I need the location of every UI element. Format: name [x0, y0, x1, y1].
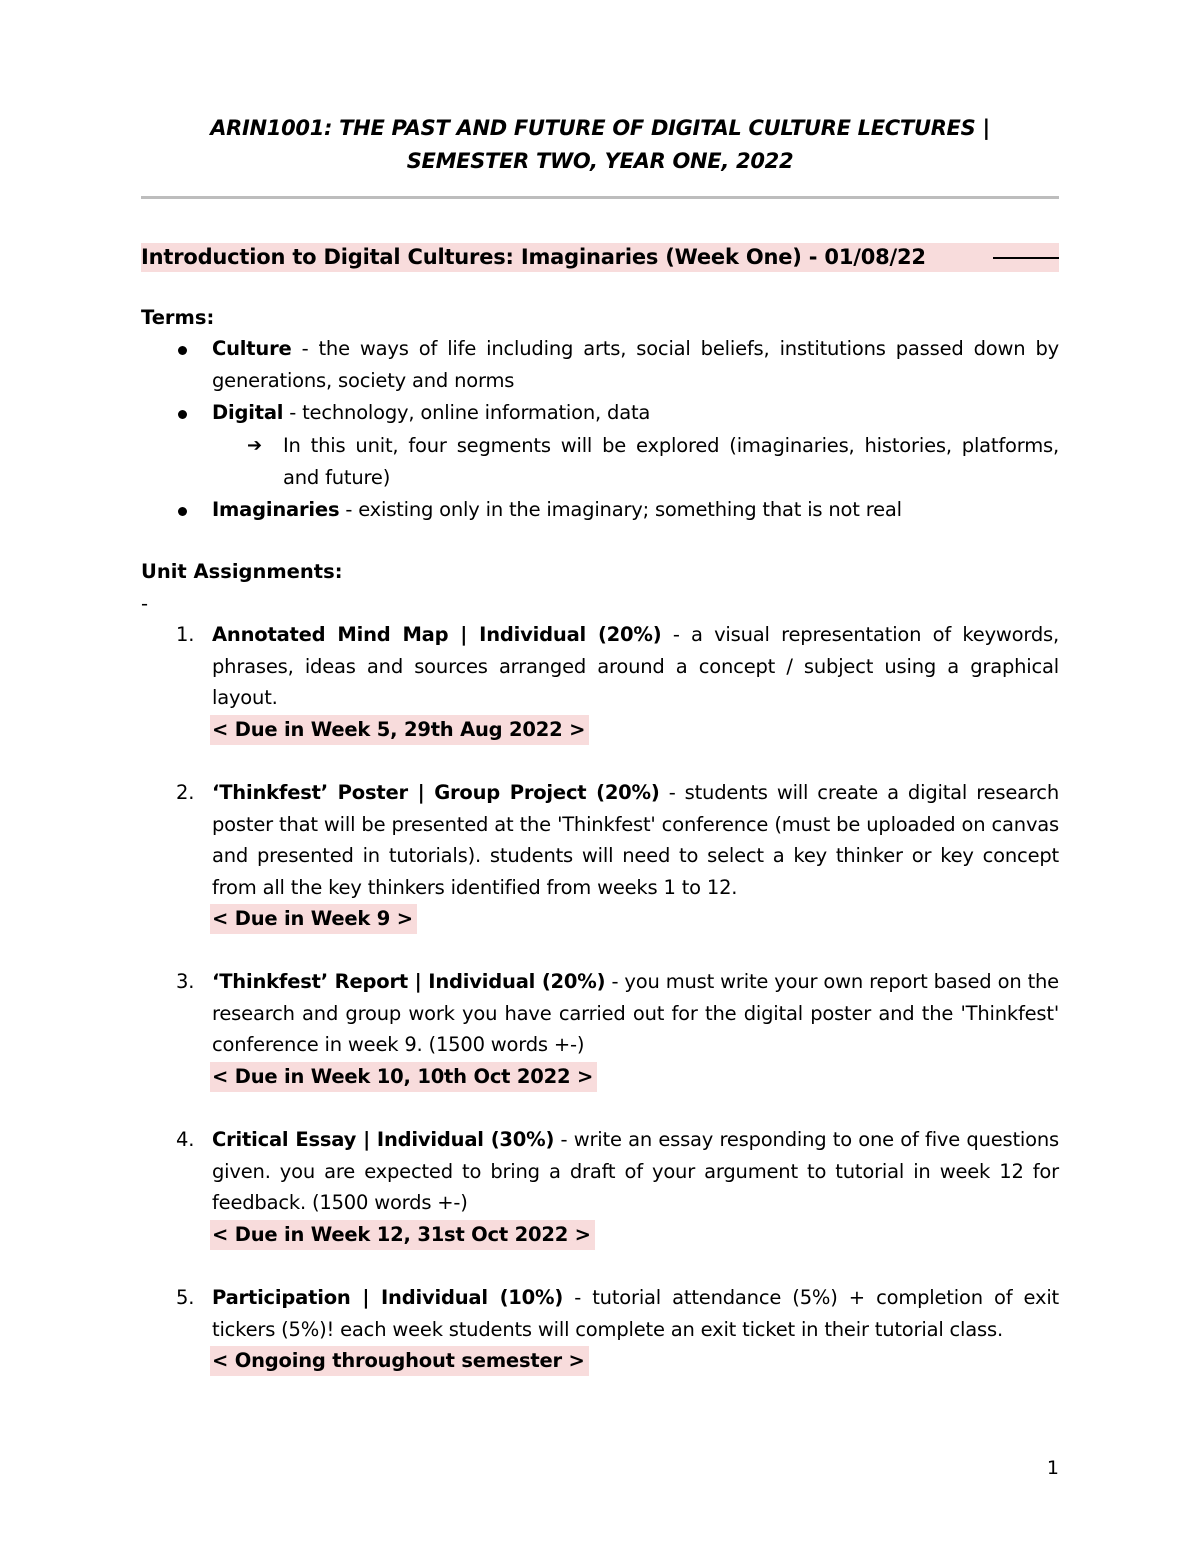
document-title-line-1: ARIN1001: THE PAST AND FUTURE OF DIGITAL CULTURE LECTURES |: [210, 116, 990, 140]
assignment-due-badge: < Due in Week 9 >: [210, 904, 417, 934]
term-item-digital: [212, 397, 1059, 429]
assignment-due-badge: < Due in Week 12, 31st Oct 2022 >: [210, 1220, 595, 1250]
page-number: 1: [1046, 1457, 1059, 1479]
assignment-number: 4.: [176, 1128, 195, 1151]
term-definition: - technology, online information, data: [283, 401, 651, 424]
term-name: Digital: [212, 401, 284, 424]
document-title-line-2: SEMESTER TWO, YEAR ONE, 2022: [406, 149, 794, 173]
assignment-item-1: [176, 619, 1060, 745]
term-definition: - existing only in the imaginary; something that is not real: [339, 498, 902, 521]
section-heading: [141, 243, 1059, 272]
arrow-right-icon: ➔: [247, 435, 262, 456]
assignments-dash: -: [141, 592, 149, 615]
assignment-description: - students will create a digital research poster that will be presented at the 'Thinkfest' conference (must be uploaded on canvas and presented in tutorials). students will need to select a key thinker or key concept from all the key thinkers identified from weeks 1 to 12.: [212, 781, 1059, 899]
term-sub-item-segments: [247, 430, 1059, 493]
assignment-item-4: [176, 1124, 1060, 1250]
document-title: [141, 112, 1059, 178]
assignment-description: - a visual representation of keywords, phrases, ideas and sources arranged around a concept / subject using a graphical layout.: [212, 623, 1060, 709]
section-heading-text: Introduction to Digital Cultures: Imaginaries (Week One) - 01/08/22: [141, 245, 926, 269]
assignment-title: ‘Thinkfest’ Report | Individual (20%): [212, 970, 606, 993]
bullet-dot-icon: [178, 346, 187, 355]
assignment-due-badge: < Ongoing throughout semester >: [210, 1346, 589, 1376]
assignment-title: ‘Thinkfest’ Poster | Group Project (20%): [212, 781, 660, 804]
title-divider: [141, 196, 1059, 199]
assignment-number: 2.: [176, 781, 195, 804]
bullet-dot-icon: [178, 410, 187, 419]
bullet-dot-icon: [178, 507, 187, 516]
assignment-item-2: [176, 777, 1059, 935]
assignment-number: 5.: [176, 1286, 195, 1309]
assignment-title: Annotated Mind Map | Individual (20%): [212, 623, 662, 646]
assignment-item-3: [176, 966, 1059, 1092]
assignment-title: Critical Essay | Individual (30%): [212, 1128, 555, 1151]
assignment-number: 1.: [176, 623, 195, 646]
assignment-title: Participation | Individual (10%): [212, 1286, 564, 1309]
assignment-description: - you must write your own report based on the research and group work you have carried out for the digital poster and the 'Thinkfest' conference in week 9. (1500 words +-): [212, 970, 1059, 1056]
assignment-item-5: [176, 1282, 1060, 1377]
terms-label: Terms:: [141, 306, 215, 329]
term-item-imaginaries: [212, 494, 1059, 526]
term-item-culture: [212, 333, 1059, 396]
assignment-due-badge: < Due in Week 5, 29th Aug 2022 >: [210, 715, 589, 745]
term-name: Culture: [212, 337, 292, 360]
term-name: Imaginaries: [212, 498, 340, 521]
heading-dash-rule: [993, 257, 1059, 259]
assignment-number: 3.: [176, 970, 195, 993]
sub-item-text: In this unit, four segments will be explored (imaginaries, histories, platforms, and future): [283, 434, 1059, 489]
assignment-description: - tutorial attendance (5%) + completion of exit tickers (5%)! each week students will complete an exit ticket in their tutorial class.: [212, 1286, 1060, 1341]
document-page: [141, 0, 1059, 1553]
term-definition: - the ways of life including arts, social beliefs, institutions passed down by generations, society and norms: [212, 337, 1059, 392]
assignment-due-badge: < Due in Week 10, 10th Oct 2022 >: [210, 1062, 597, 1092]
assignments-label: Unit Assignments:: [141, 560, 343, 583]
assignment-description: - write an essay responding to one of five questions given. you are expected to bring a draft of your argument to tutorial in week 12 for feedback. (1500 words +-): [212, 1128, 1060, 1214]
